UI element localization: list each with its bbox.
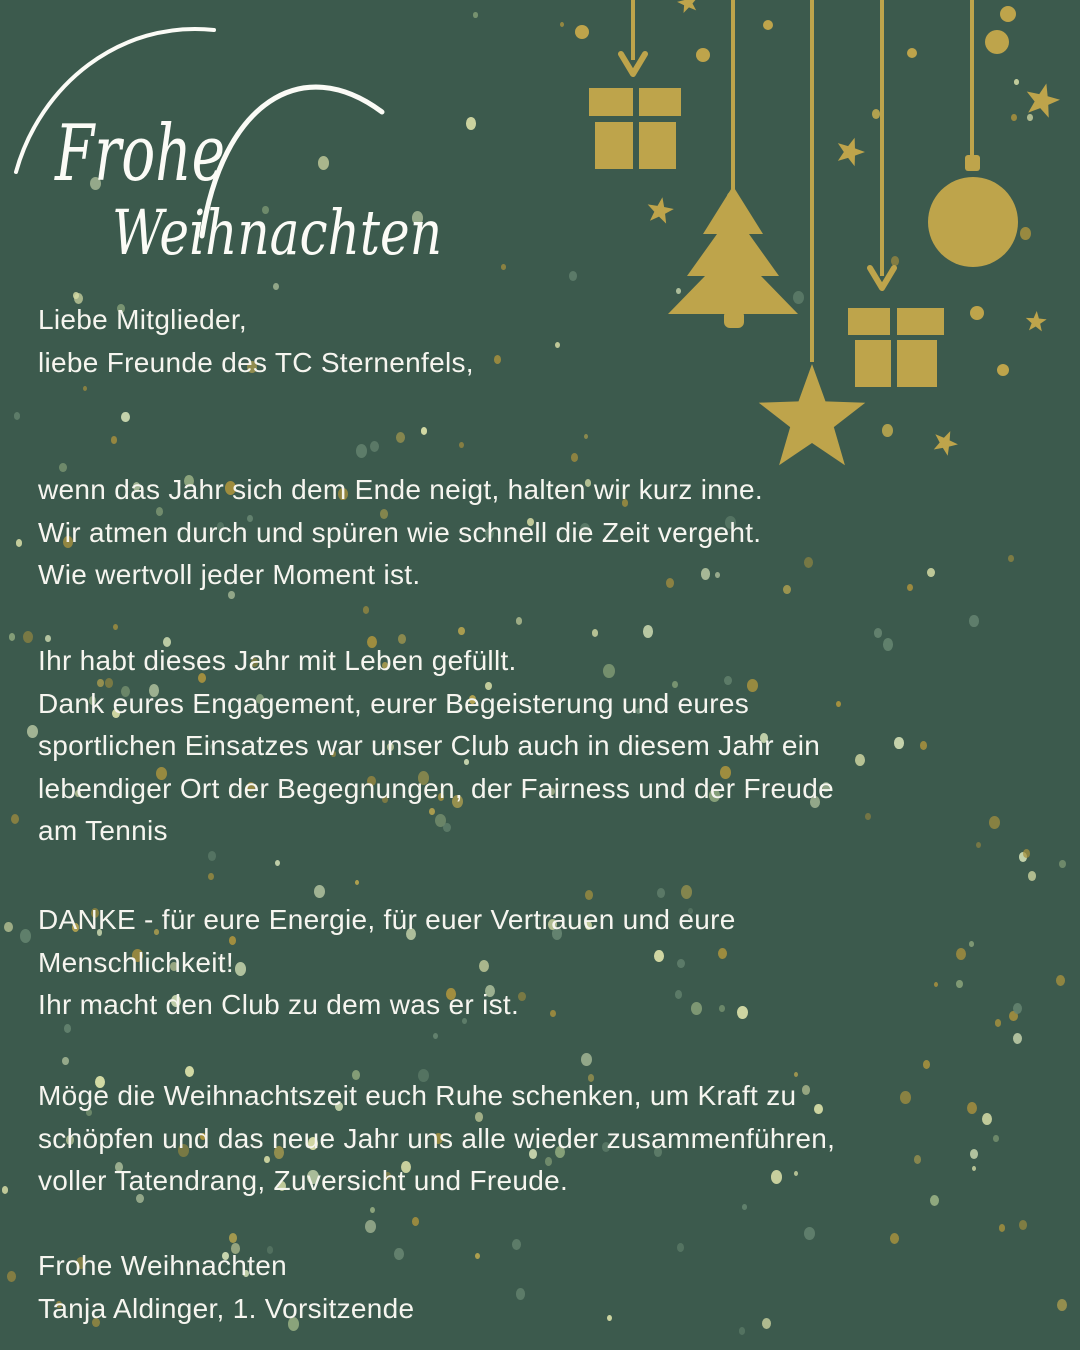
text-line: voller Tatendrang, Zuversicht und Freude. [38, 1165, 569, 1196]
star-icon [833, 133, 869, 168]
headline-word-2: Weihnachten [112, 196, 442, 269]
text-line: Tanja Aldinger, 1. Vorsitzende [38, 1292, 415, 1324]
text-line: DANKE - für eure Energie, für euer Vertrauen und eure [38, 904, 736, 935]
text-line: Möge die Weihnachtszeit euch Ruhe schenken, um Kraft zu [38, 1080, 797, 1111]
text-line: liebe Freunde des TC Sternenfels, [38, 346, 474, 378]
body-paragraph [38, 469, 1028, 597]
gift-icon [589, 88, 681, 169]
signature-text [38, 1245, 1028, 1330]
text-line: Ihr habt dieses Jahr mit Leben gefüllt. [38, 645, 517, 676]
text-line: Wir atmen durch und spüren wie schnell die Zeit vergeht. [38, 516, 762, 548]
headline-graphic [0, 0, 500, 300]
body-paragraph [38, 899, 1028, 1027]
greeting-text [38, 299, 1028, 384]
text-line: lebendiger Ort der Begegnungen, der Fairness und der Freude [38, 772, 834, 804]
text-line: Dank eures Engagement, eurer Begeisterung und eures [38, 687, 750, 719]
text-line: Menschlichkeit! [38, 946, 234, 978]
text-line: sportlichen Einsatzes war unser Club auch in diesem Jahr ein [38, 730, 821, 761]
text-line: am Tennis [38, 815, 168, 846]
star-icon [1022, 79, 1063, 119]
body-paragraph [38, 1075, 1028, 1203]
text-line: wenn das Jahr sich dem Ende neigt, halten wir kurz inne. [38, 474, 763, 505]
text-line: Liebe Mitglieder, [38, 304, 248, 335]
star-icon [645, 195, 676, 225]
text-line: Wie wertvoll jeder Moment ist. [38, 559, 421, 590]
star-icon [929, 426, 961, 458]
text-line: Ihr macht den Club zu dem was er ist. [38, 989, 520, 1020]
text-line: Frohe Weihnachten [38, 1250, 287, 1281]
text-line: schöpfen und das neue Jahr uns alle wieder zusammenführen, [38, 1122, 836, 1154]
star-icon [675, 0, 700, 14]
headline-word-1: Frohe [53, 109, 226, 199]
body-paragraph [38, 640, 1028, 853]
star-icon [1025, 310, 1047, 331]
bauble-icon [928, 155, 1018, 267]
